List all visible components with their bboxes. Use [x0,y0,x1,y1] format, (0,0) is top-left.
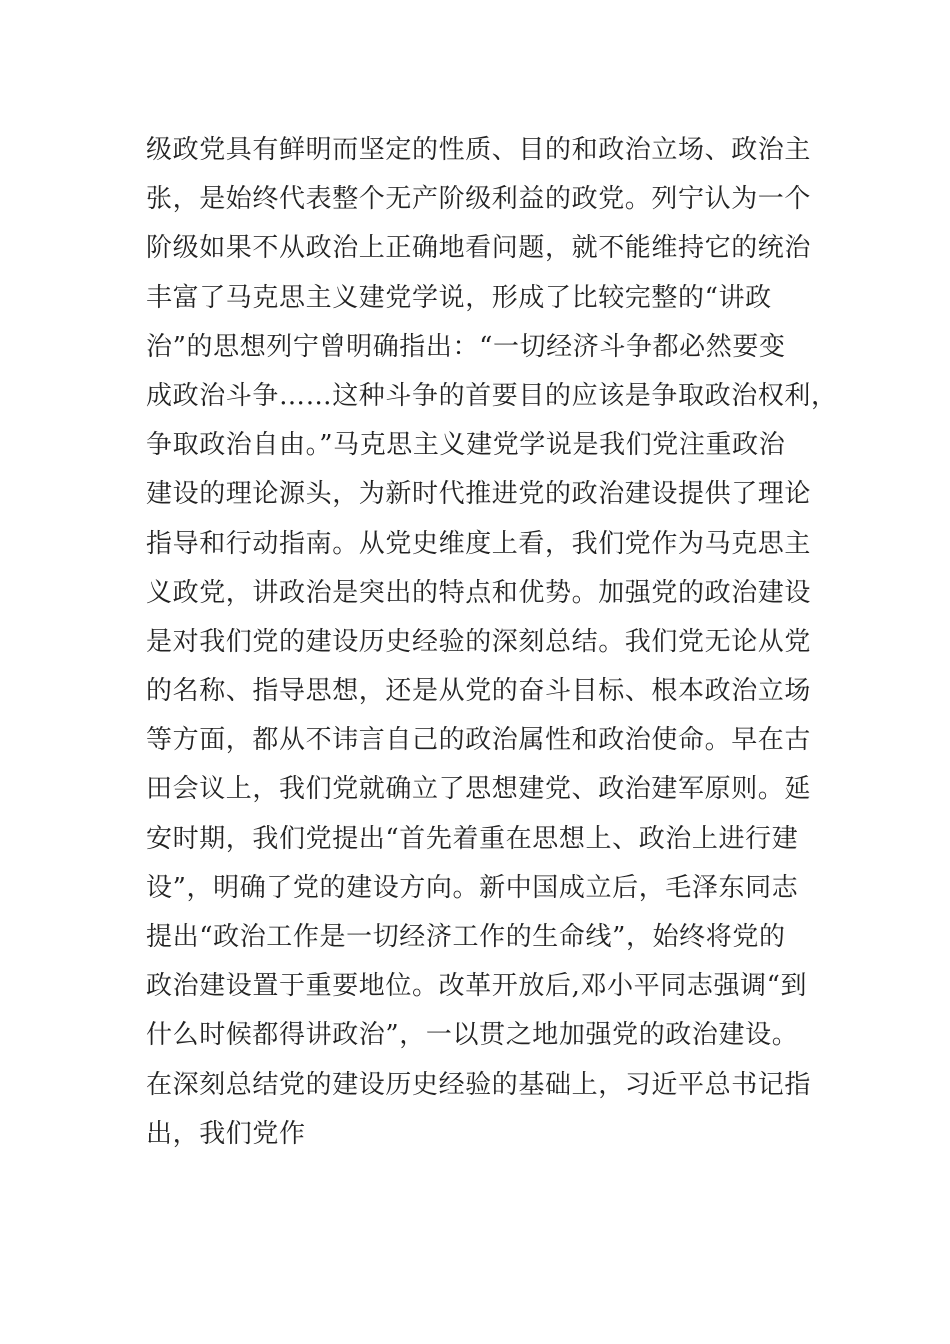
text-line: 政治建设置于重要地位。改革开放后,邓小平同志强调“到 [146,971,808,1002]
text-line: 提出“政治工作是一切经济工作的生命线”，始终将党的 [146,922,786,952]
text-line: 设”，明确了党的建设方向。新中国成立后，毛泽东同志 [146,872,799,903]
text-line: 在深刻总结党的建设历史经验的基础上，习近平总书记指 [146,1069,812,1100]
text-line: 争取政治自由。”马克思主义建党学说是我们党注重政治 [146,430,786,461]
text-line: 成政治斗争……这种斗争的首要目的应该是争取政治权利， [146,380,838,411]
text-line: 的名称、指导思想，还是从党的奋斗目标、根本政治立场 [146,676,812,707]
text-line: 什么时候都得讲政治”，一以贯之地加强党的政治建设。 [146,1020,799,1051]
text-line: 安时期，我们党提出“首先着重在思想上、政治上进行建 [146,823,799,854]
text-line: 阶级如果不从政治上正确地看问题，就不能维持它的统治 [146,233,812,264]
text-line: 丰富了马克思主义建党学说，形成了比较完整的“讲政 [146,282,772,313]
text-line: 级政党具有鲜明而坚定的性质、目的和政治立场、政治主 [146,135,812,165]
text-line: 指导和行动指南。从党史维度上看，我们党作为马克思主 [146,528,812,559]
text-line: 是对我们党的建设历史经验的深刻总结。我们党无论从党 [146,626,812,657]
text-line: 义政党，讲政治是突出的特点和优势。加强党的政治建设 [146,577,812,608]
text-line: 田会议上，我们党就确立了思想建党、政治建军原则。延 [146,774,812,805]
text-line: 张，是始终代表整个无产阶级利益的政党。列宁认为一个 [146,184,812,215]
text-line: 出，我们党作 [146,1118,306,1149]
text-line: 等方面，都从不讳言自己的政治属性和政治使命。早在古 [146,725,812,756]
text-line: 建设的理论源头，为新时代推进党的政治建设提供了理论 [146,479,812,510]
text-line: 治”的思想列宁曾明确指出：“一切经济斗争都必然要变 [146,331,786,362]
body-text [146,126,838,1159]
